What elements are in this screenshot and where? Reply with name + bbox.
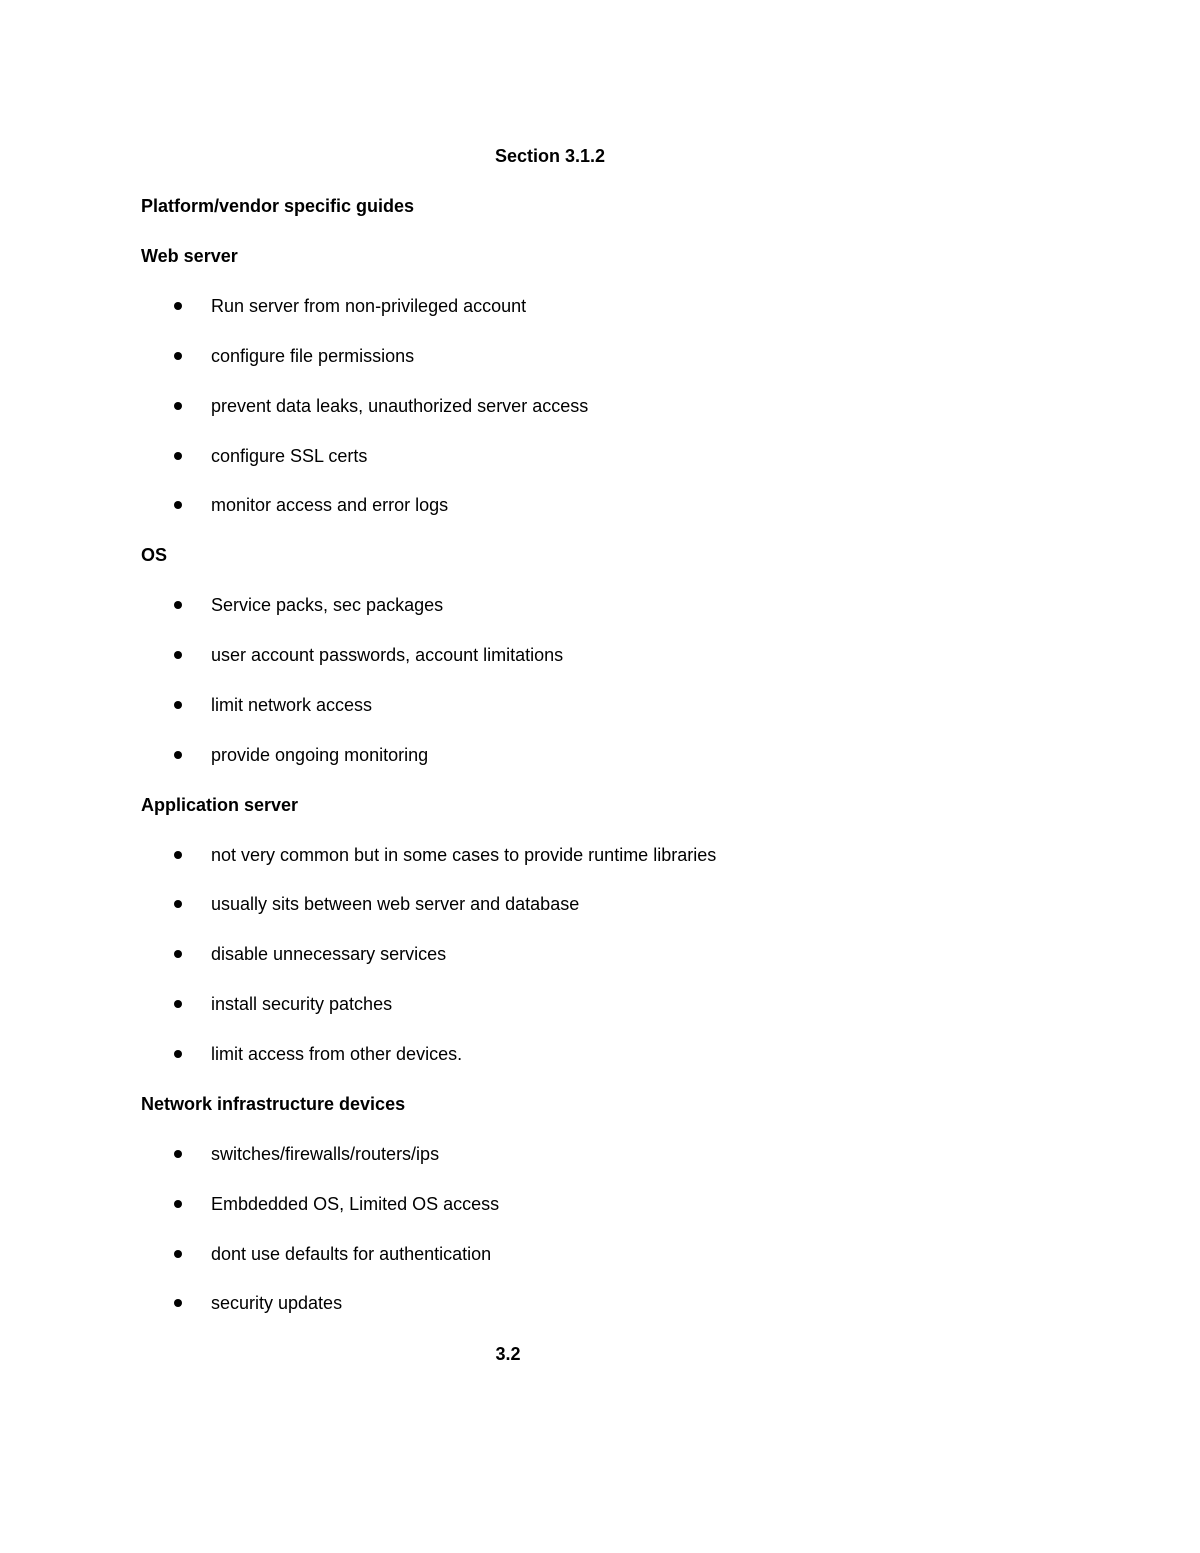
section-title: Section 3.1.2 bbox=[494, 146, 606, 166]
list-item-text: security updates bbox=[211, 1293, 343, 1313]
section-footer: 3.2 bbox=[495, 1344, 521, 1364]
bullet-icon bbox=[174, 950, 182, 958]
bullet-icon bbox=[174, 1200, 182, 1208]
group-heading-os: OS bbox=[141, 545, 168, 565]
list-item-text: prevent data leaks, unauthorized server access bbox=[211, 396, 589, 416]
list-item-text: user account passwords, account limitations bbox=[211, 645, 564, 665]
bullet-icon bbox=[174, 701, 182, 709]
bullet-icon bbox=[174, 302, 182, 310]
bullet-icon bbox=[174, 352, 182, 360]
bullet-icon bbox=[174, 1050, 182, 1058]
bullet-icon bbox=[174, 751, 182, 759]
bullet-icon bbox=[174, 501, 182, 509]
document-subtitle: Platform/vendor specific guides bbox=[141, 196, 415, 216]
group-heading-network-infrastructure-devices: Network infrastructure devices bbox=[141, 1094, 406, 1114]
list-item-text: dont use defaults for authentication bbox=[211, 1244, 492, 1264]
bullet-icon bbox=[174, 1150, 182, 1158]
list-item-text: limit access from other devices. bbox=[211, 1044, 463, 1064]
list-item-text: switches/firewalls/routers/ips bbox=[211, 1144, 440, 1164]
list-item-text: disable unnecessary services bbox=[211, 944, 447, 964]
list-item-text: provide ongoing monitoring bbox=[211, 745, 429, 765]
list-item-text: Service packs, sec packages bbox=[211, 595, 444, 615]
bullet-icon bbox=[174, 651, 182, 659]
bullet-icon bbox=[174, 601, 182, 609]
group-heading-application-server: Application server bbox=[141, 795, 299, 815]
list-item-text: install security patches bbox=[211, 994, 393, 1014]
bullet-icon bbox=[174, 1299, 182, 1307]
group-heading-web-server: Web server bbox=[141, 246, 238, 266]
list-item-text: not very common but in some cases to provide runtime libraries bbox=[211, 845, 717, 865]
list-item-text: Embdedded OS, Limited OS access bbox=[211, 1194, 500, 1214]
bullet-icon bbox=[174, 402, 182, 410]
list-item-text: usually sits between web server and database bbox=[211, 894, 580, 914]
list-item-text: limit network access bbox=[211, 695, 373, 715]
bullet-icon bbox=[174, 851, 182, 859]
bullet-icon bbox=[174, 452, 182, 460]
list-item-text: configure SSL certs bbox=[211, 446, 368, 466]
bullet-icon bbox=[174, 900, 182, 908]
list-item-text: monitor access and error logs bbox=[211, 495, 449, 515]
bullet-icon bbox=[174, 1000, 182, 1008]
bullet-icon bbox=[174, 1250, 182, 1258]
list-item-text: Run server from non-privileged account bbox=[211, 296, 527, 316]
list-item-text: configure file permissions bbox=[211, 346, 415, 366]
